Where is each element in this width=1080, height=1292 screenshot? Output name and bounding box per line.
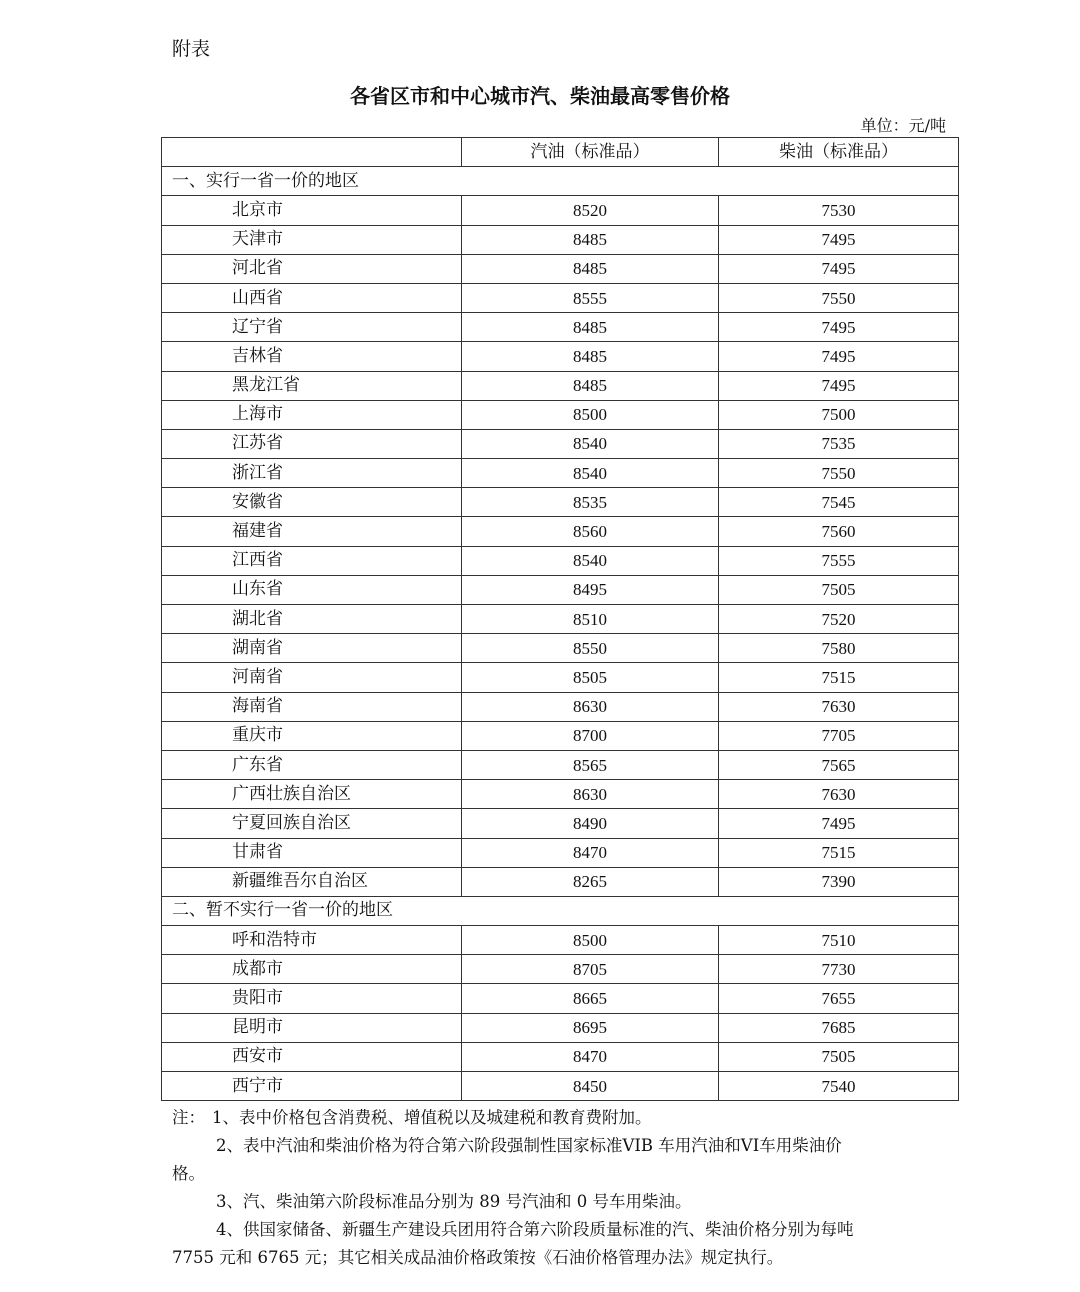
gasoline-price-cell: 8520 [462, 196, 719, 225]
region-cell: 新疆维吾尔自治区 [162, 867, 462, 896]
diesel-price-cell: 7545 [719, 488, 959, 517]
table-row [162, 984, 959, 1013]
region-cell: 重庆市 [162, 721, 462, 750]
region-cell: 江苏省 [162, 429, 462, 458]
diesel-price-cell: 7520 [719, 605, 959, 634]
table-row [162, 429, 959, 458]
table-row [162, 926, 959, 955]
gasoline-price-cell: 8700 [462, 721, 719, 750]
table-row [162, 254, 959, 283]
gasoline-price-cell: 8535 [462, 488, 719, 517]
note-1-text: 1、表中价格包含消费税、增值税以及城建税和教育费附加。 [212, 1108, 652, 1127]
table-row [162, 634, 959, 663]
gasoline-price-cell: 8540 [462, 546, 719, 575]
section-title: 一、实行一省一价的地区 [162, 167, 959, 196]
gasoline-price-cell: 8665 [462, 984, 719, 1013]
unit-label: 单位：元/吨 [860, 116, 946, 135]
region-cell: 海南省 [162, 692, 462, 721]
gasoline-price-cell: 8555 [462, 283, 719, 312]
table-row [162, 342, 959, 371]
table-row [162, 721, 959, 750]
table-row [162, 313, 959, 342]
attachment-label: 附表 [172, 38, 211, 60]
gasoline-price-cell: 8550 [462, 634, 719, 663]
region-cell: 甘肃省 [162, 838, 462, 867]
gasoline-price-cell: 8705 [462, 955, 719, 984]
gasoline-price-cell: 8485 [462, 371, 719, 400]
gasoline-price-cell: 8470 [462, 838, 719, 867]
diesel-price-cell: 7550 [719, 459, 959, 488]
gasoline-price-cell: 8565 [462, 750, 719, 779]
region-cell: 山西省 [162, 283, 462, 312]
gasoline-price-cell: 8500 [462, 400, 719, 429]
region-cell: 北京市 [162, 196, 462, 225]
region-cell: 山东省 [162, 575, 462, 604]
diesel-price-cell: 7500 [719, 400, 959, 429]
region-cell: 昆明市 [162, 1013, 462, 1042]
table-row [162, 780, 959, 809]
diesel-price-cell: 7515 [719, 663, 959, 692]
notes [172, 1104, 962, 1272]
gasoline-price-cell: 8630 [462, 780, 719, 809]
table-row [162, 575, 959, 604]
table-row [162, 459, 959, 488]
diesel-price-cell: 7390 [719, 867, 959, 896]
diesel-price-cell: 7550 [719, 283, 959, 312]
table-row [162, 517, 959, 546]
region-cell: 宁夏回族自治区 [162, 809, 462, 838]
header-gasoline: 汽油（标准品） [462, 138, 719, 167]
diesel-price-cell: 7495 [719, 809, 959, 838]
table-row [162, 867, 959, 896]
table-header-row [162, 138, 959, 167]
region-cell: 湖南省 [162, 634, 462, 663]
header-region [162, 138, 462, 167]
diesel-price-cell: 7560 [719, 517, 959, 546]
region-cell: 黑龙江省 [162, 371, 462, 400]
diesel-price-cell: 7510 [719, 926, 959, 955]
gasoline-price-cell: 8505 [462, 663, 719, 692]
table-row [162, 283, 959, 312]
table-row [162, 1042, 959, 1071]
diesel-price-cell: 7730 [719, 955, 959, 984]
region-cell: 成都市 [162, 955, 462, 984]
diesel-price-cell: 7555 [719, 546, 959, 575]
gasoline-price-cell: 8540 [462, 459, 719, 488]
table-row [162, 225, 959, 254]
section-title: 二、暂不实行一省一价的地区 [162, 896, 959, 925]
price-table [161, 137, 959, 1101]
diesel-price-cell: 7505 [719, 575, 959, 604]
note-2-line-1: 2、表中汽油和柴油价格为符合第六阶段强制性国家标准VIB 车用汽油和VI车用柴油价 [216, 1136, 842, 1155]
table-row [162, 809, 959, 838]
section-row [162, 167, 959, 196]
header-diesel: 柴油（标准品） [719, 138, 959, 167]
diesel-price-cell: 7535 [719, 429, 959, 458]
region-cell: 安徽省 [162, 488, 462, 517]
region-cell: 上海市 [162, 400, 462, 429]
region-cell: 河北省 [162, 254, 462, 283]
table-row [162, 196, 959, 225]
gasoline-price-cell: 8560 [462, 517, 719, 546]
region-cell: 天津市 [162, 225, 462, 254]
diesel-price-cell: 7515 [719, 838, 959, 867]
gasoline-price-cell: 8540 [462, 429, 719, 458]
diesel-price-cell: 7495 [719, 225, 959, 254]
region-cell: 福建省 [162, 517, 462, 546]
gasoline-price-cell: 8485 [462, 342, 719, 371]
region-cell: 辽宁省 [162, 313, 462, 342]
diesel-price-cell: 7685 [719, 1013, 959, 1042]
diesel-price-cell: 7630 [719, 780, 959, 809]
diesel-price-cell: 7705 [719, 721, 959, 750]
table-row [162, 955, 959, 984]
region-cell: 江西省 [162, 546, 462, 575]
document-title: 各省区市和中心城市汽、柴油最高零售价格 [350, 84, 730, 108]
gasoline-price-cell: 8470 [462, 1042, 719, 1071]
table-row [162, 750, 959, 779]
diesel-price-cell: 7495 [719, 313, 959, 342]
gasoline-price-cell: 8495 [462, 575, 719, 604]
section-row [162, 896, 959, 925]
gasoline-price-cell: 8485 [462, 225, 719, 254]
gasoline-price-cell: 8485 [462, 313, 719, 342]
region-cell: 呼和浩特市 [162, 926, 462, 955]
region-cell: 浙江省 [162, 459, 462, 488]
region-cell: 贵阳市 [162, 984, 462, 1013]
region-cell: 吉林省 [162, 342, 462, 371]
diesel-price-cell: 7540 [719, 1072, 959, 1101]
diesel-price-cell: 7565 [719, 750, 959, 779]
gasoline-price-cell: 8485 [462, 254, 719, 283]
diesel-price-cell: 7655 [719, 984, 959, 1013]
table-row [162, 1013, 959, 1042]
diesel-price-cell: 7505 [719, 1042, 959, 1071]
table-row [162, 400, 959, 429]
region-cell: 广西壮族自治区 [162, 780, 462, 809]
gasoline-price-cell: 8450 [462, 1072, 719, 1101]
table-row [162, 1072, 959, 1101]
table-row [162, 488, 959, 517]
table-row [162, 546, 959, 575]
table-row [162, 663, 959, 692]
region-cell: 河南省 [162, 663, 462, 692]
region-cell: 湖北省 [162, 605, 462, 634]
gasoline-price-cell: 8630 [462, 692, 719, 721]
diesel-price-cell: 7495 [719, 371, 959, 400]
diesel-price-cell: 7630 [719, 692, 959, 721]
gasoline-price-cell: 8500 [462, 926, 719, 955]
diesel-price-cell: 7495 [719, 342, 959, 371]
note-3: 3、汽、柴油第六阶段标准品分别为 89 号汽油和 0 号车用柴油。 [216, 1192, 692, 1211]
note-4-line-2: 7755 元和 6765 元；其它相关成品油价格政策按《石油价格管理办法》规定执行。 [172, 1248, 784, 1267]
region-cell: 西安市 [162, 1042, 462, 1071]
gasoline-price-cell: 8695 [462, 1013, 719, 1042]
diesel-price-cell: 7530 [719, 196, 959, 225]
table-row [162, 371, 959, 400]
note-4-line-1: 4、供国家储备、新疆生产建设兵团用符合第六阶段质量标准的汽、柴油价格分别为每吨 [216, 1220, 854, 1239]
diesel-price-cell: 7495 [719, 254, 959, 283]
region-cell: 西宁市 [162, 1072, 462, 1101]
gasoline-price-cell: 8510 [462, 605, 719, 634]
note-2-line-2: 格。 [172, 1164, 205, 1183]
table-row [162, 838, 959, 867]
region-cell: 广东省 [162, 750, 462, 779]
gasoline-price-cell: 8490 [462, 809, 719, 838]
gasoline-price-cell: 8265 [462, 867, 719, 896]
notes-label: 注： [172, 1108, 205, 1127]
diesel-price-cell: 7580 [719, 634, 959, 663]
price-table-body [162, 138, 959, 1101]
note-1 [172, 1104, 962, 1132]
table-row [162, 692, 959, 721]
table-row [162, 605, 959, 634]
